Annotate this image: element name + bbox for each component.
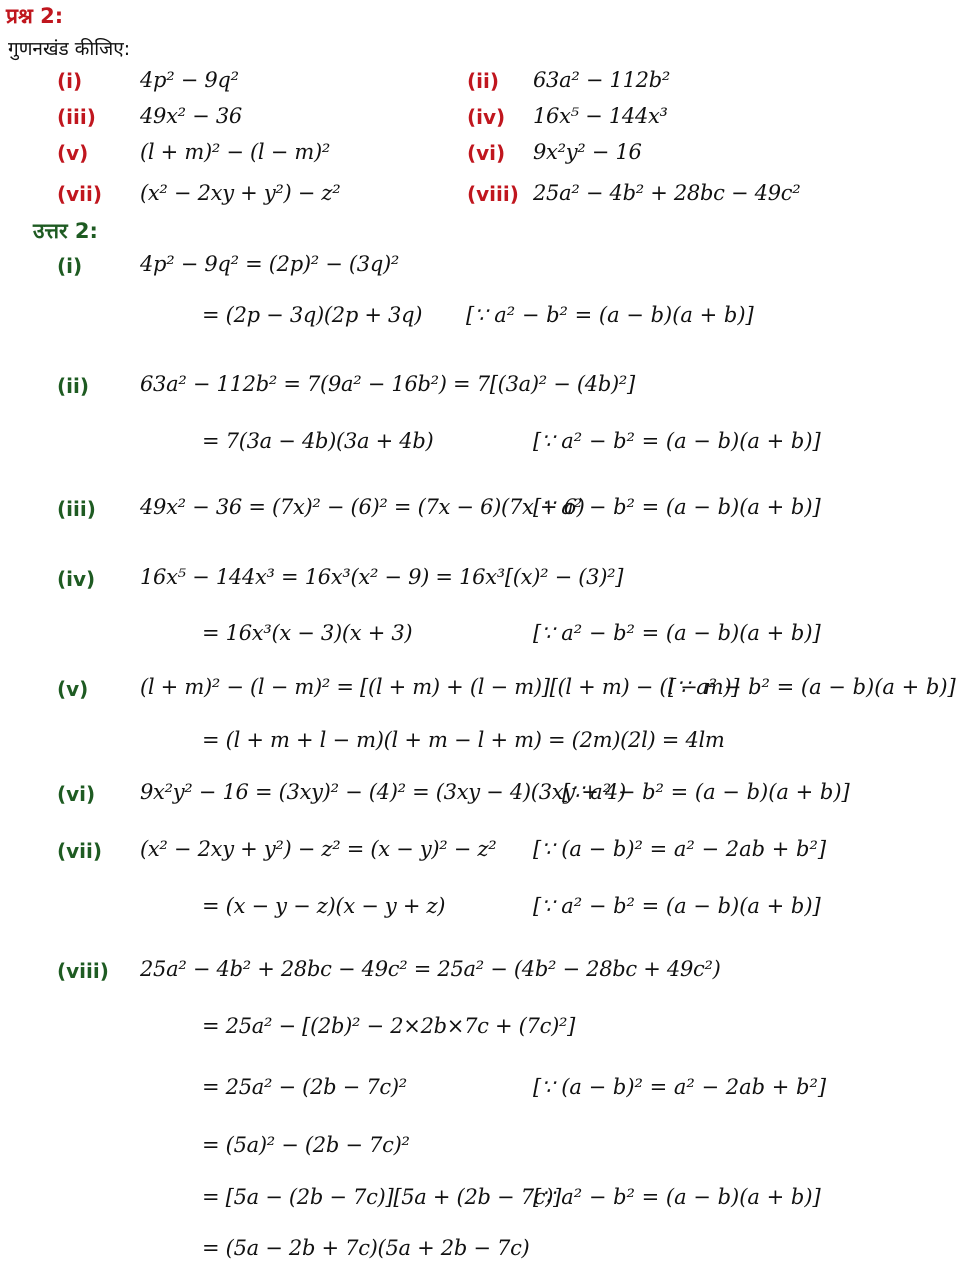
solution-line: = (x − y − z)(x − y + z) [202, 894, 446, 918]
identity-reason: [∵ a² − b² = (a − b)(a + b)] [533, 621, 821, 645]
question-instruction: गुणनखंड कीजिए: [8, 38, 131, 60]
solution-line: 16x⁵ − 144x³ = 16x³(x² − 9) = 16x³[(x)² − (3)²] [140, 565, 624, 589]
part-label: (iv) [467, 105, 506, 129]
identity-reason: [∵ a² − b² = (a − b)(a + b)] [533, 429, 821, 453]
part-expression: (x² − 2xy + y²) − z² [140, 181, 341, 205]
identity-reason: [∵ (a − b)² = a² − 2ab + b²] [533, 1075, 827, 1099]
part-expression: 49x² − 36 [140, 104, 242, 128]
identity-reason: [∵ a² − b² = (a − b)(a + b)] [562, 780, 850, 804]
solution-line: = 25a² − [(2b)² − 2×2b×7c + (7c)²] [202, 1014, 575, 1038]
part-label: (vii) [57, 182, 103, 206]
question-heading: प्रश्न 2: [6, 4, 64, 28]
part-label: (vi) [467, 141, 506, 165]
solution-line: 9x²y² − 16 = (3xy)² − (4)² = (3xy − 4)(3xy + 4) [140, 780, 626, 804]
identity-reason: [∵ a² − b² = (a − b)(a + b)] [466, 303, 754, 327]
part-expression: 63a² − 112b² [533, 68, 670, 92]
solution-label: (ii) [57, 374, 89, 398]
solution-line: (l + m)² − (l − m)² = [(l + m) + (l − m)][(l + m) − (l − m)] [140, 675, 740, 699]
solution-line: = [5a − (2b − 7c)][5a + (2b − 7c)] [202, 1185, 562, 1209]
part-label: (viii) [467, 182, 519, 206]
part-label: (ii) [467, 69, 499, 93]
solution-line: 49x² − 36 = (7x)² − (6)² = (7x − 6)(7x + 6) [140, 495, 585, 519]
solution-label: (vi) [57, 782, 96, 806]
part-label: (v) [57, 141, 89, 165]
solution-line: (x² − 2xy + y²) − z² = (x − y)² − z² [140, 837, 497, 861]
part-label: (iii) [57, 105, 96, 129]
solution-label: (v) [57, 677, 89, 701]
solution-line: = 7(3a − 4b)(3a + 4b) [202, 429, 434, 453]
solution-label: (iv) [57, 567, 96, 591]
part-expression: 4p² − 9q² [140, 68, 239, 92]
part-expression: 9x²y² − 16 [533, 140, 642, 164]
solution-line: = (5a − 2b + 7c)(5a + 2b − 7c) [202, 1236, 530, 1260]
solution-line: = (2p − 3q)(2p + 3q) [202, 303, 423, 327]
part-expression: 25a² − 4b² + 28bc − 49c² [533, 181, 801, 205]
solution-label: (i) [57, 254, 83, 278]
solution-line: = 16x³(x − 3)(x + 3) [202, 621, 413, 645]
solution-line: = (l + m + l − m)(l + m − l + m) = (2m)(2l) = 4lm [202, 728, 725, 752]
solution-line: = (5a)² − (2b − 7c)² [202, 1133, 410, 1157]
solution-label: (iii) [57, 497, 96, 521]
solution-label: (vii) [57, 839, 103, 863]
identity-reason: [∵ a² − b² = (a − b)(a + b)] [533, 1185, 821, 1209]
solution-line: = 25a² − (2b − 7c)² [202, 1075, 407, 1099]
solution-label: (viii) [57, 959, 109, 983]
identity-reason: [∵ (a − b)² = a² − 2ab + b²] [533, 837, 827, 861]
part-label: (i) [57, 69, 83, 93]
identity-reason: [∵ a² − b² = (a − b)(a + b)] [533, 894, 821, 918]
solution-line: 4p² − 9q² = (2p)² − (3q)² [140, 252, 399, 276]
solution-line: 63a² − 112b² = 7(9a² − 16b²) = 7[(3a)² − (4b)²] [140, 372, 635, 396]
answer-heading: उत्तर 2: [33, 219, 98, 243]
solution-line: 25a² − 4b² + 28bc − 49c² = 25a² − (4b² − 28bc + 49c²) [140, 957, 721, 981]
part-expression: (l + m)² − (l − m)² [140, 140, 331, 164]
identity-reason: [∵ a² − b² = (a − b)(a + b)] [668, 675, 956, 699]
part-expression: 16x⁵ − 144x³ [533, 104, 668, 128]
identity-reason: [∵ a² − b² = (a − b)(a + b)] [533, 495, 821, 519]
